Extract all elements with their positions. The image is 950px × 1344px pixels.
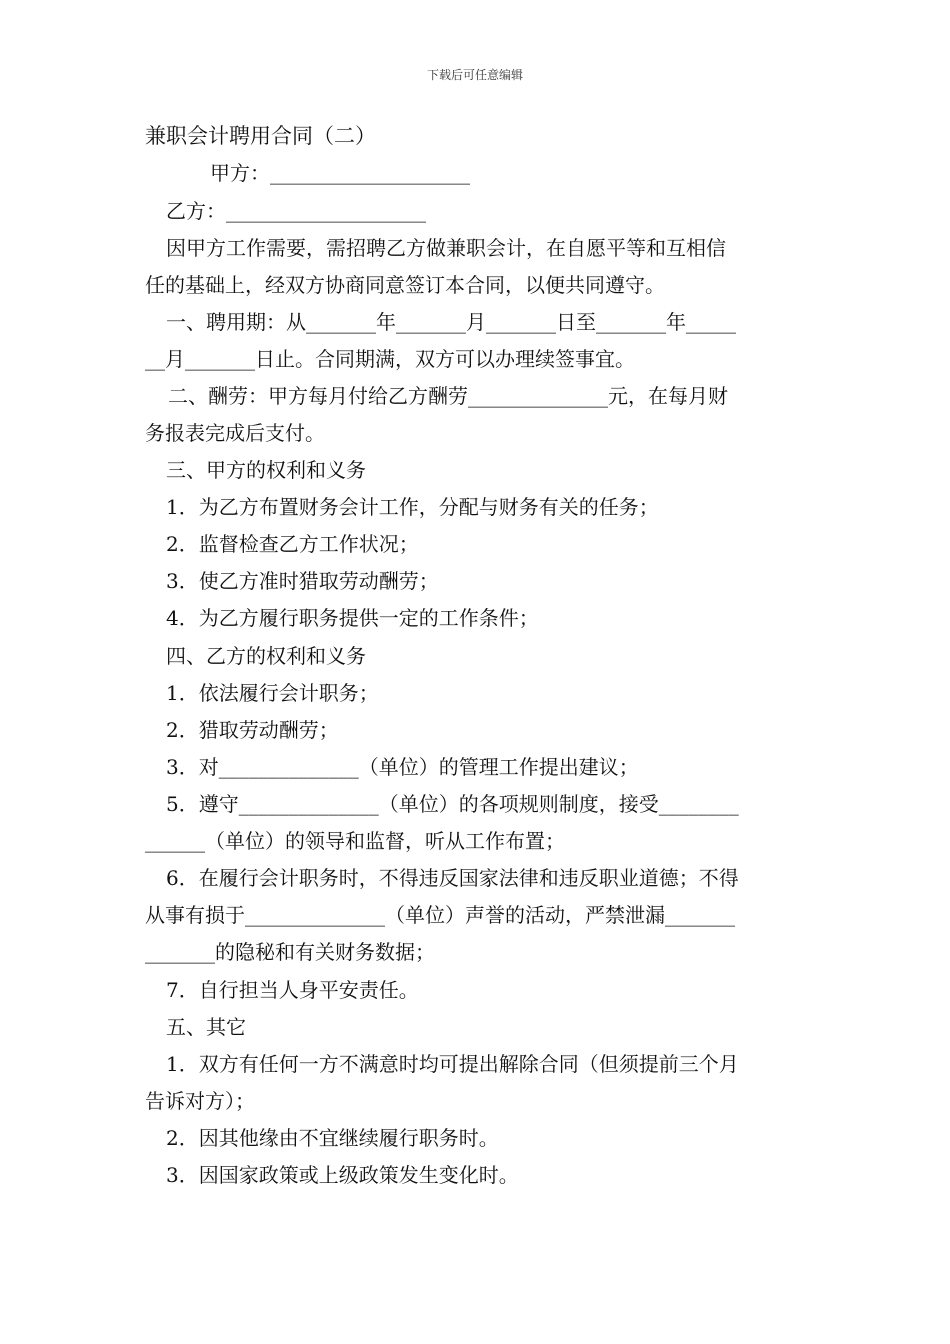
section-heading: 三、甲方的权利和义务 [166,458,366,482]
list-item: 3．使乙方准时猎取劳动酬劳； [166,569,439,593]
list-item: 3．因国家政策或上级政策发生变化时。 [166,1163,519,1187]
doc-title: 兼职会计聘用合同（二） [145,124,376,148]
paragraph-line: 从事有损于______________（单位）声誉的活动，严禁泄漏_______ [145,903,735,927]
list-item: 2．因其他缘由不宜继续履行职务时。 [166,1126,499,1150]
page-header: 下载后可任意编辑 [426,68,523,82]
section-heading: 四、乙方的权利和义务 [166,644,366,668]
paragraph-line: 任的基础上，经双方协商同意签订本合同，以便共同遵守。 [145,273,665,297]
paragraph-line: _______的隐秘和有关财务数据； [145,940,435,964]
paragraph-line: 务报表完成后支付。 [145,421,325,445]
paragraph-line: 告诉对方）； [145,1089,255,1113]
list-item: 1．为乙方布置财务会计工作，分配与财务有关的任务； [166,495,659,519]
paragraph-line: 因甲方工作需要，需招聘乙方做兼职会计，在自愿平等和互相信 [166,236,726,260]
paragraph-line: __月_______日止。合同期满，双方可以办理续签事宜。 [145,347,635,371]
list-item: 3．对______________（单位）的管理工作提出建议； [166,755,639,779]
list-item: 2．监督检查乙方工作状况； [166,532,419,556]
list-item: 6．在履行会计职务时，不得违反国家法律和违反职业道德；不得 [166,866,739,890]
section-heading: 五、其它 [166,1015,246,1039]
paragraph-line: ______（单位）的领导和监督，听从工作布置； [145,829,565,853]
list-item: 5．遵守______________（单位）的各项规则制度，接受________ [166,792,739,816]
list-item: 1．依法履行会计职务； [166,681,379,705]
paragraph-line: 二、酬劳：甲方每月付给乙方酬劳______________元，在每月财 [168,384,728,408]
list-item: 7．自行担当人身平安责任。 [166,978,419,1002]
paragraph-line: 一、聘用期：从_______年_______月_______日至_______年_____ [166,310,736,334]
list-item: 4．为乙方履行职务提供一定的工作条件； [166,606,539,630]
party-a-line: 甲方：____________________ [210,161,470,185]
list-item: 2．猎取劳动酬劳； [166,718,339,742]
party-b-line: 乙方：____________________ [166,199,426,223]
list-item: 1．双方有任何一方不满意时均可提出解除合同（但须提前三个月 [166,1052,739,1076]
